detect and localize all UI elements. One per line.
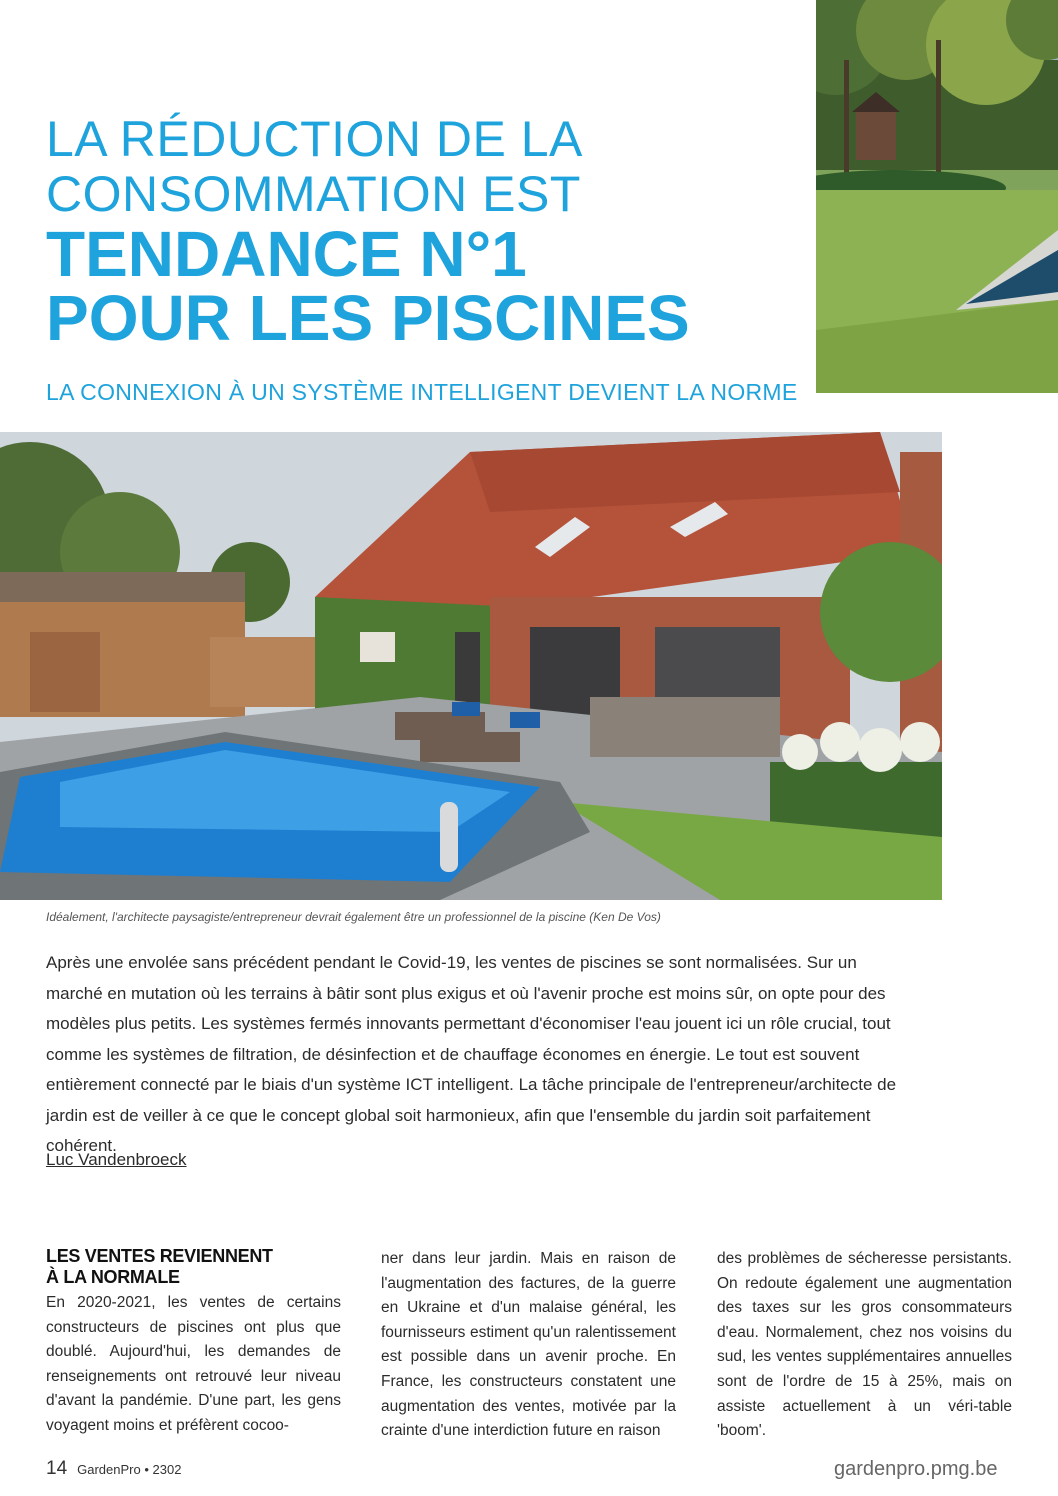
website-link[interactable]: gardenpro.pmg.be <box>834 1458 998 1480</box>
author-link[interactable]: Luc Vandenbroeck <box>46 1150 187 1169</box>
title-bold-line-2: POUR LES PISCINES <box>46 282 690 354</box>
photo-caption: Idéalement, l'architecte paysagiste/entrepreneur devrait également être un professionnel de la piscine (Ken De Vos) <box>46 910 661 924</box>
column-2 <box>381 1247 676 1444</box>
page-number: 14 <box>46 1458 68 1479</box>
column-1-text: En 2020-2021, les ventes de certains constructeurs de piscines ont plus que doublé. Aujourd'hui, les demandes de renseignements ont retrouvé leur niveau d'avant la pandémie. D'une part, les gens voyagent moins et préfèrent cocoo- <box>46 1294 341 1434</box>
title-bold-line-1: TENDANCE N°1 <box>46 218 527 290</box>
garden-photo <box>816 0 1058 393</box>
section-heading-line-1: LES VENTES REVIENNENT <box>46 1246 273 1266</box>
column-1 <box>46 1246 341 1439</box>
section-heading <box>46 1246 341 1288</box>
section-heading-line-2: À LA NORMALE <box>46 1267 180 1287</box>
intro-paragraph: Après une envolée sans précédent pendant le Covid-19, les ventes de piscines se sont normalisées. Sur un marché en mutation où les terrains à bâtir sont plus exigus et où l'avenir proche est moins sûr, on opte pour des modèles plus petits. Les systèmes fermés innovants permettant d'économiser l'eau jouent ici un rôle crucial, tout comme les systèmes de filtration, de désinfection et de chauffage économes en énergie. Le tout est souvent entièrement connecté par le biais d'un système ICT intelligent. La tâche principale de l'entrepreneur/architecte de jardin est de veiller à ce que le concept global soit harmonieux, afin que l'ensemble du jardin soit parfaitement cohérent. <box>46 953 897 1155</box>
column-3-text: des problèmes de sécheresse persistants. On redoute également une augmentation des taxes sur les gros consommateurs d'eau. Normalement, chez nos voisins du sud, les ventes supplémentaires annuelles sont de l'ordre de 15 à 25%, mais on assiste actuellement à un véri-table 'boom'. <box>717 1250 1012 1440</box>
magazine-issue: GardenPro • 2302 <box>77 1462 182 1477</box>
title-line-1: LA RÉDUCTION DE LA <box>46 111 583 167</box>
column-2-text: ner dans leur jardin. Mais en raison de l'augmentation des factures, de la guerre en Ukraine et d'un malaise général, les fournisseurs estiment qu'un ralentissement est possible dans un avenir proche. En France, les constructeurs constatent une augmentation des ventes, motivée par la crainte d'une interdiction future en raison <box>381 1250 676 1440</box>
title-line-2: CONSOMMATION EST <box>46 166 581 222</box>
article-subtitle: LA CONNEXION À UN SYSTÈME INTELLIGENT DEVIENT LA NORME <box>46 379 798 405</box>
pool-house-photo <box>0 432 942 900</box>
article-title-light <box>46 112 786 222</box>
footer-left <box>46 1458 181 1480</box>
article-title-bold <box>46 218 806 354</box>
column-3 <box>717 1247 1012 1444</box>
